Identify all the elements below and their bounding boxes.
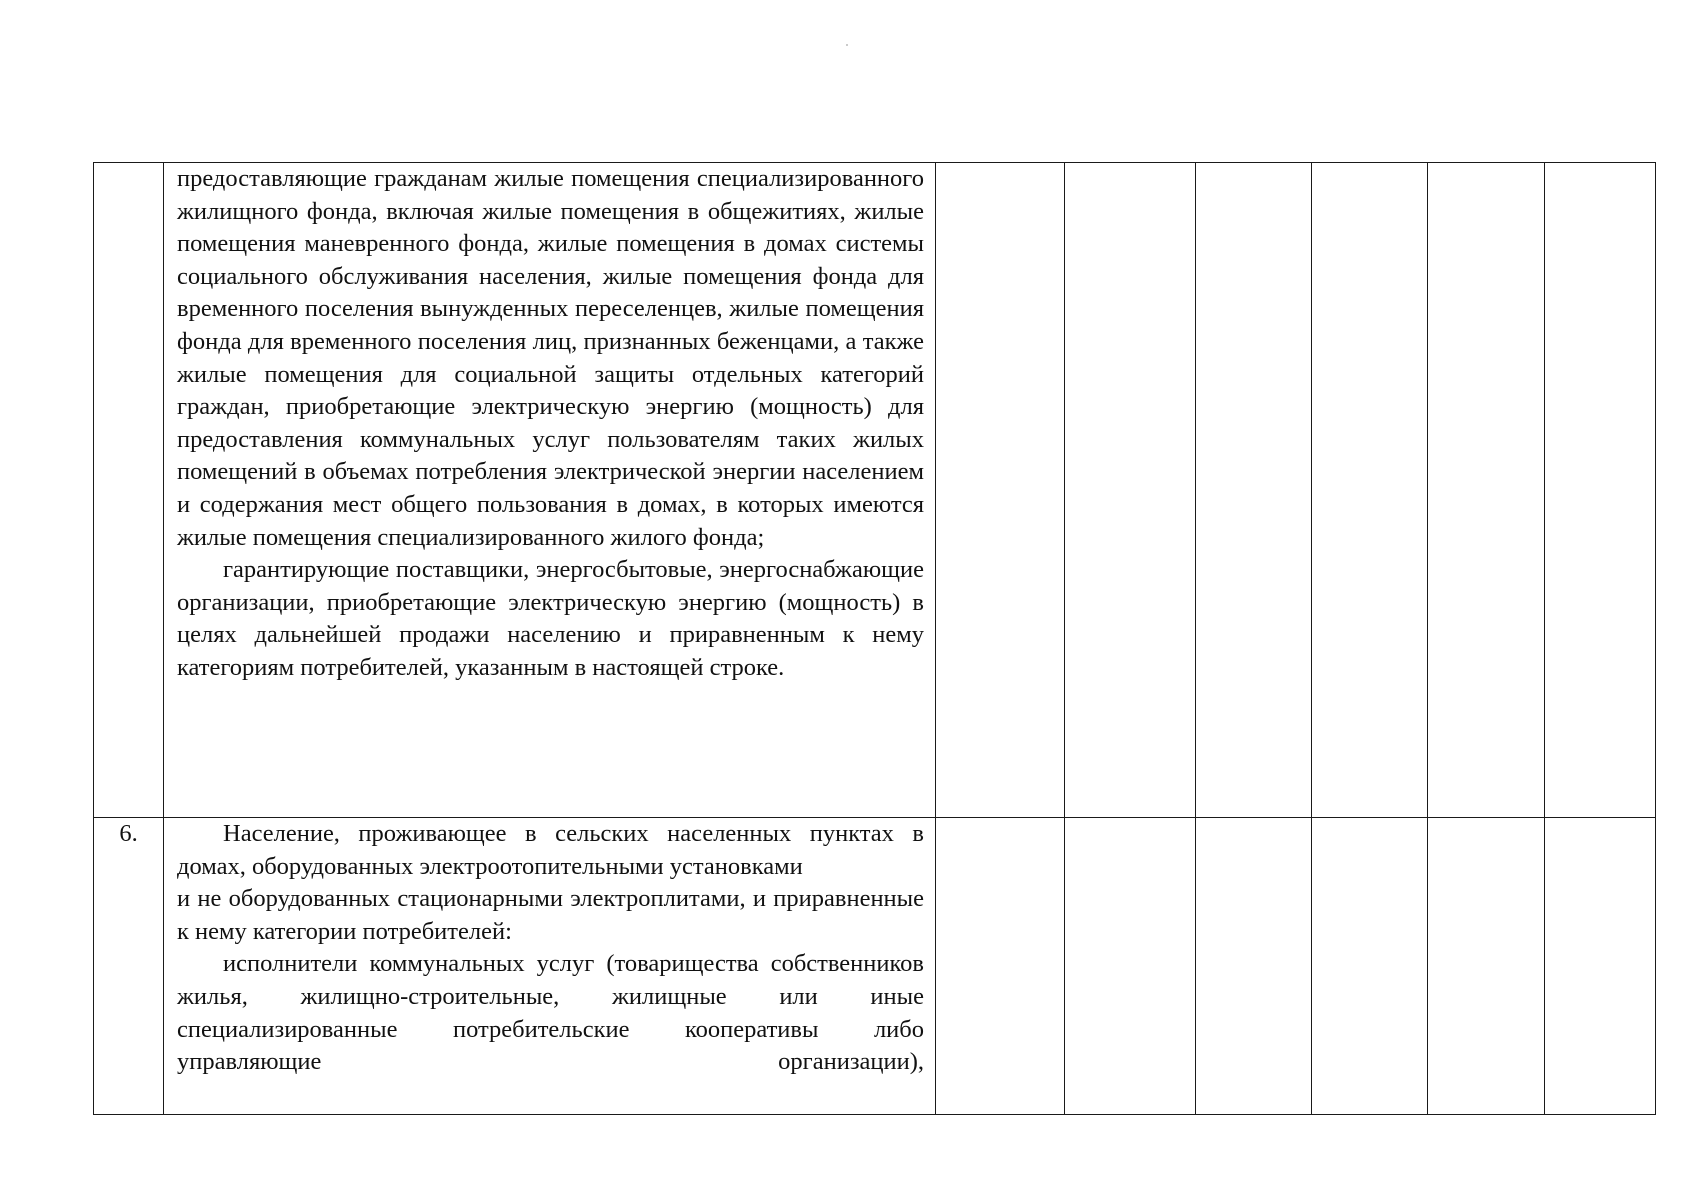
row-number-cell bbox=[94, 818, 164, 1115]
table-row bbox=[94, 163, 1656, 818]
empty-cell bbox=[1065, 163, 1196, 818]
empty-cell bbox=[1196, 163, 1312, 818]
row-number-cell bbox=[94, 163, 164, 818]
scan-speck bbox=[846, 44, 848, 46]
empty-cell bbox=[1065, 818, 1196, 1115]
description-paragraph: гарантирующие поставщики, энергосбытовые, энергоснабжающие организации, приобретающие электрическую энергию (мощность) в целях дальнейшей продажи населению и приравненным к нему категориям потребителей, указанным в настоящей строке. bbox=[177, 556, 924, 681]
empty-cell bbox=[1312, 163, 1428, 818]
row-description-cell bbox=[164, 163, 936, 818]
empty-cell bbox=[1545, 163, 1656, 818]
empty-cell bbox=[1312, 818, 1428, 1115]
tariff-table bbox=[93, 162, 1656, 1115]
empty-cell bbox=[936, 163, 1065, 818]
empty-cell bbox=[936, 818, 1065, 1115]
description-paragraph: предоставляющие гражданам жилые помещения специализированного жилищного фонда, включая жилые помещения в общежитиях, жилые помещения маневренного фонда, жилые помещения в домах системы социального обслуживания населения, жилые помещения фонда для временного поселения вынужденных переселенцев, жилые помещения фонда для временного поселения лиц, признанных беженцами, а также жилые помещения для социальной защиты отдельных категорий граждан, приобретающие электрическую энергию (мощность) для предоставления коммунальных услуг пользователям таких жилых помещений в объемах потребления электрической энергии населением и содержания мест общего пользования в домах, в которых имеются жилые помещения специализированного жилого фонда; bbox=[177, 165, 924, 551]
empty-cell bbox=[1428, 818, 1545, 1115]
description-paragraph: Население, проживающее в сельских населенных пунктах в домах, оборудованных электроотопительными установками bbox=[177, 820, 924, 880]
description-paragraph: и не оборудованных стационарными электроплитами, и приравненные к нему категории потребителей: bbox=[177, 885, 924, 945]
empty-cell bbox=[1196, 818, 1312, 1115]
empty-cell bbox=[1428, 163, 1545, 818]
description-paragraph: исполнители коммунальных услуг (товарищества собственников жилья, жилищно-строительные, жилищные или иные специализированные потребительские кооперативы либо управляющие организации), bbox=[177, 950, 924, 1076]
row-number: 6. bbox=[119, 820, 138, 847]
row-description-cell bbox=[164, 818, 936, 1115]
empty-cell bbox=[1545, 818, 1656, 1115]
table-row bbox=[94, 818, 1656, 1115]
